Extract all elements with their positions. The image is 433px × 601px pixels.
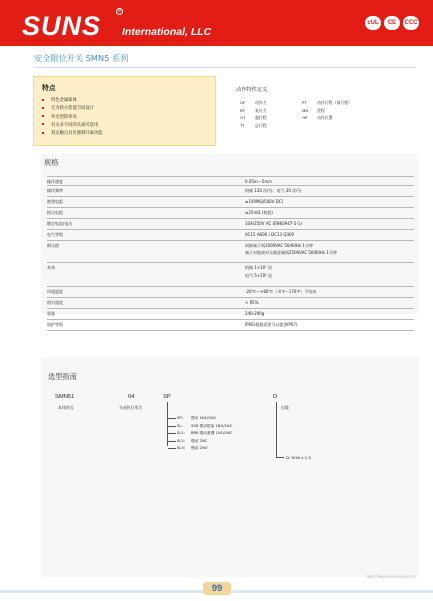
table-row: 接点电阻 ≤25mΩ (初值) [47,208,414,219]
table-row: 耐压值 同极端子间1000VAC 50/60Hz 1分钟 端子对地或对无载金属间2500VAC 50/60Hz 1分钟 [47,241,414,263]
table-row: 操作速度 0.05m～5m/s [47,176,414,186]
bullet-icon [42,132,44,134]
conn-code-label: 出线 [281,405,289,410]
specs-title: 规格 [44,158,59,167]
bullet-icon [42,115,44,117]
feature-item: 专为狭小装置空间设计 [42,105,103,113]
actuation-item: MD 差程 [302,107,325,113]
features-box [33,76,216,146]
conn-bracket-line [276,402,277,457]
model-code-label: 本体形式 [58,405,74,410]
contact-bracket-line [167,402,168,446]
list-item: SL3: 慢动 2NO [177,445,233,453]
table-row: 电气等级 AC15 A600 / DC13 Q300 [47,230,414,241]
brand-logo: SUNS [22,11,102,41]
list-item: SL2: 慢动 2NC [177,438,233,446]
selection-title: 选型指南 [48,372,77,381]
actuation-right-column [302,99,352,122]
head-code-label: 头部执行形式 [119,405,143,410]
head-code: 04 [128,394,135,400]
title-divider [34,67,416,68]
actuation-item: OP 动作位置 [302,115,333,121]
table-row: 额定电流/电压 10A/250V AC (EN60947-5-1) [47,219,414,230]
ce-cert-icon: CE [384,16,400,30]
conn-tick [276,457,284,458]
actuation-item: OT 超行程 [240,115,267,121]
actuation-left-column [240,99,267,129]
feature-item: 特色金属球体 [42,97,103,105]
brand-header [0,0,433,46]
table-row: 寿命 机械 1×10⁷ 次 电气 5×10⁵ 次 [47,263,414,287]
model-code: SMN51 [55,394,75,400]
conn-code: D [273,394,278,400]
table-row: 绝缘电阻 ≥100MΩ(500V DC) [47,197,414,208]
table-row: 环境温度 -20℃～+80℃（-4℉～176℉）不结冰 [47,287,414,298]
actuation-item: PT 动作行程（预行程） [302,100,353,105]
table-row: 重量 240-290g [47,309,414,320]
actuation-item: TT 总行程 [240,122,267,128]
ul-cert-icon: cUL [365,16,381,30]
series-title: 安全限位开关 SMN5 系列 [34,53,129,63]
actuation-item: RF 复位力 [240,107,267,113]
website-link[interactable]: http://www.sunsusa.com [366,574,416,579]
table-row: 操作频率 机械 120 次/分；电气 30 次/分 [47,186,414,197]
actuation-item: OF 动作力 [240,100,267,105]
brand-subtitle: International, LLC [122,26,212,38]
bullet-icon [42,107,44,109]
actuation-title: 动作特性定义 [236,87,268,93]
table-row: 相对湿度 < 95% [47,298,414,309]
registered-mark: ® [117,8,122,14]
page-number: 99 [203,582,231,595]
list-item: SP: 慢动 1NO/1NC [177,415,233,423]
bullet-icon [42,99,44,101]
feature-item: 双式触点具有强制开离功能 [42,130,103,138]
feature-item: 有众多不同的头部可选用 [42,122,103,130]
certification-marks [365,16,419,30]
ccc-cert-icon: CCC [403,16,419,30]
contact-options-list [177,415,233,453]
list-item: SL1: BRK 慢动重叠 1NO/1NC [177,430,233,438]
specs-table [47,176,414,331]
features-list [42,97,103,138]
selection-panel [41,357,419,577]
table-row: 防护等级 IP66(根据需要可以提供IP67) [47,320,414,331]
bullet-icon [42,123,44,125]
list-item: SL: SSR 慢动搭接 1NO/1NC [177,423,233,431]
features-title: 特点 [42,84,56,92]
feature-item: 外壳型防率高 [42,114,103,122]
conn-option: D: M16 x 1.5 [286,455,311,460]
contact-code: SP [163,394,171,400]
